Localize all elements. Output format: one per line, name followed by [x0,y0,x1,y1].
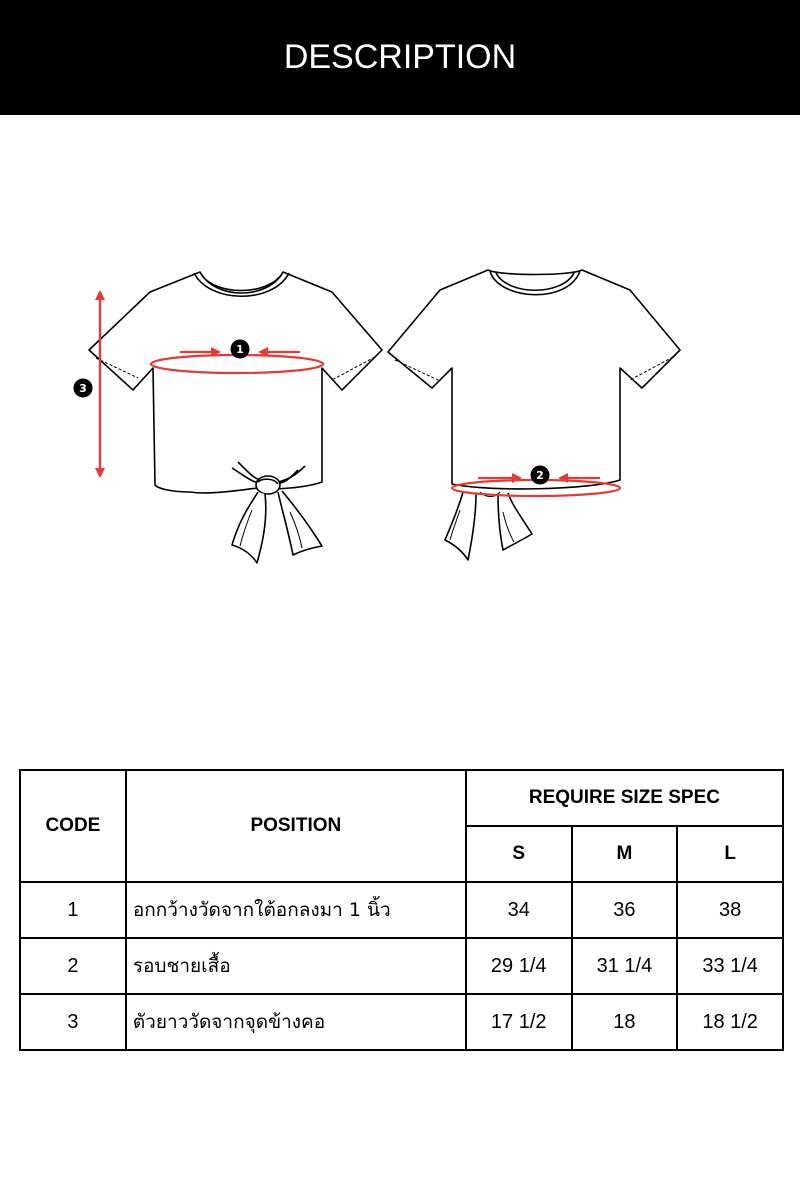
table-row [20,938,783,994]
size-spec-table [19,769,784,1051]
row-value-l: 38 [677,882,783,938]
row-code: 2 [20,938,126,994]
row-position: อกกว้างวัดจากใต้อกลงมา 1 นิ้ว [126,882,466,938]
table-row [20,882,783,938]
row-value-s: 17 1/2 [466,994,572,1050]
marker-1-label: 1 [236,343,244,356]
row-value-s: 29 1/4 [466,938,572,994]
spec-header: REQUIRE SIZE SPEC [466,770,783,826]
table-row [20,994,783,1050]
header-title: DESCRIPTION [283,38,517,76]
marker-2-label: 2 [536,469,544,482]
row-position: รอบชายเสื้อ [126,938,466,994]
size-header-l: L [677,826,783,882]
row-position: ตัวยาววัดจากจุดข้างคอ [126,994,466,1050]
row-code: 3 [20,994,126,1050]
row-value-s: 34 [466,882,572,938]
length-measure [74,292,101,476]
position-header: POSITION [126,770,466,882]
code-header: CODE [20,770,126,882]
size-header-s: S [466,826,572,882]
back-shirt [388,270,680,560]
row-value-m: 31 1/4 [572,938,678,994]
size-header-m: M [572,826,678,882]
row-value-m: 18 [572,994,678,1050]
row-code: 1 [20,882,126,938]
front-shirt [89,272,382,563]
row-value-l: 18 1/2 [677,994,783,1050]
row-value-m: 36 [572,882,678,938]
row-value-l: 33 1/4 [677,938,783,994]
marker-3-label: 3 [79,382,87,395]
header-bar [0,0,800,115]
garment-diagram [0,250,800,580]
